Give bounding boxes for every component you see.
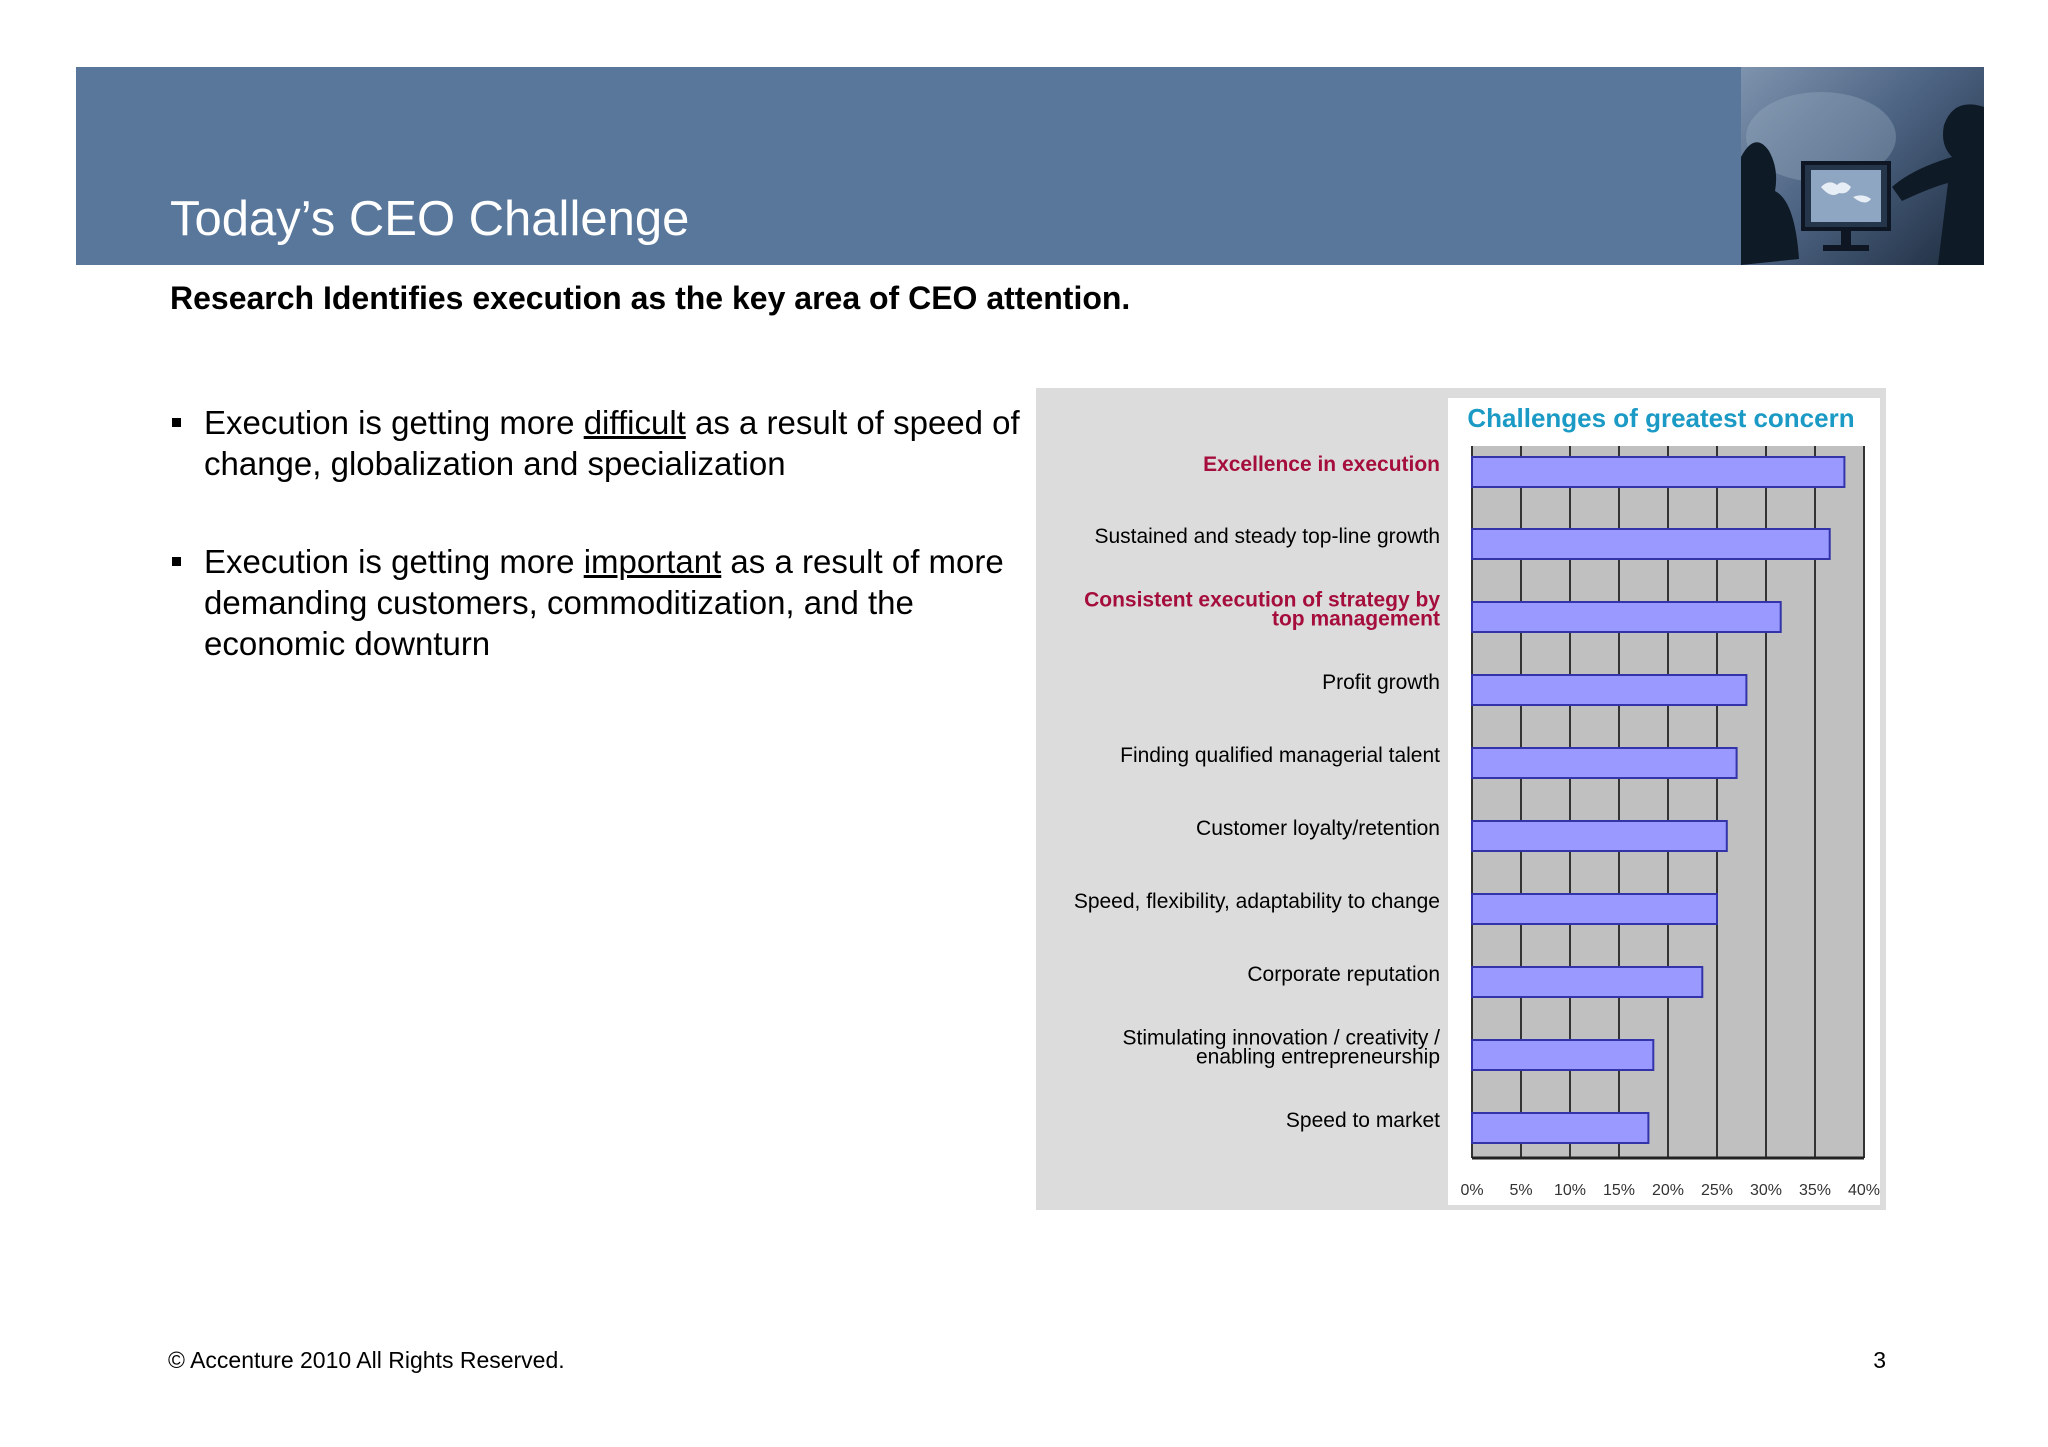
chart-bar: [1472, 967, 1702, 997]
bar-chart: [1036, 388, 1886, 1210]
chart-category-label: Customer loyalty/retention: [1196, 817, 1440, 840]
chart-bar: [1472, 894, 1717, 924]
chart-bar: [1472, 602, 1781, 632]
bullet-square-icon: [172, 418, 181, 427]
chart-category-label: enabling entrepreneurship: [1195, 1045, 1440, 1069]
chart-tick-label: 40%: [1847, 1182, 1881, 1199]
slide-subtitle: Research Identifies execution as the key area of CEO attention.: [170, 280, 1131, 316]
chart-category-label: Finding qualified managerial talent: [1120, 744, 1440, 767]
chart-category-label: Excellence in execution: [1203, 453, 1440, 476]
chart-category-label: top management: [1271, 607, 1440, 631]
header-photo: [1741, 67, 1984, 265]
header-bar: [76, 67, 1984, 265]
chart-tick-label: 25%: [1700, 1182, 1734, 1199]
chart-category-label: Speed, flexibility, adaptability to change: [1073, 890, 1440, 913]
chart-category-label: Consistent execution of strategy by: [1084, 588, 1440, 612]
bullet-emphasis: important: [583, 543, 722, 580]
chart-tick-label: 30%: [1749, 1182, 1783, 1199]
chart-tick-label: 20%: [1651, 1182, 1685, 1199]
chart-bar: [1472, 1040, 1653, 1070]
chart-title: Challenges of greatest concern: [1467, 403, 1855, 433]
bullet-text-before: Execution is getting more: [204, 543, 584, 580]
page-number: 3: [1873, 1347, 1886, 1373]
chart-category-label: Profit growth: [1322, 671, 1440, 694]
bullet-item: [170, 402, 1030, 484]
bullet-list: [170, 402, 1030, 721]
chart-tick-label: 35%: [1798, 1182, 1832, 1199]
chart-category-label: Stimulating innovation / creativity /: [1122, 1026, 1440, 1050]
chart-category-label: Corporate reputation: [1247, 963, 1440, 986]
chart-tick-label: 5%: [1509, 1182, 1533, 1199]
bullet-emphasis: difficult: [583, 404, 686, 441]
chart-bar: [1472, 748, 1737, 778]
chart-tick-label: 10%: [1553, 1182, 1587, 1199]
chart-bar: [1472, 1113, 1648, 1143]
chart-bar: [1472, 821, 1727, 851]
chart-tick-label: 0%: [1460, 1182, 1484, 1199]
copyright-text: © Accenture 2010 All Rights Reserved.: [168, 1347, 565, 1373]
bullet-square-icon: [172, 557, 181, 566]
bullet-text-after: as a result of more demanding customers, commoditization, and the economic downturn: [204, 543, 1004, 662]
bullet-text-before: Execution is getting more: [204, 404, 584, 441]
header-photo-illustration: [1741, 67, 1984, 265]
chart-bar: [1472, 457, 1844, 487]
bullet-item: [170, 541, 1030, 664]
chart-bar: [1472, 529, 1830, 559]
page-title: Today’s CEO Challenge: [170, 192, 690, 246]
bullet-text-after: as a result of speed of change, globalization and specialization: [204, 404, 1020, 482]
chart-category-label: Speed to market: [1285, 1109, 1440, 1132]
chart-panel: [1036, 388, 1886, 1210]
chart-bar: [1472, 675, 1746, 705]
chart-tick-label: 15%: [1602, 1182, 1636, 1199]
chart-category-label: Sustained and steady top-line growth: [1094, 525, 1440, 548]
